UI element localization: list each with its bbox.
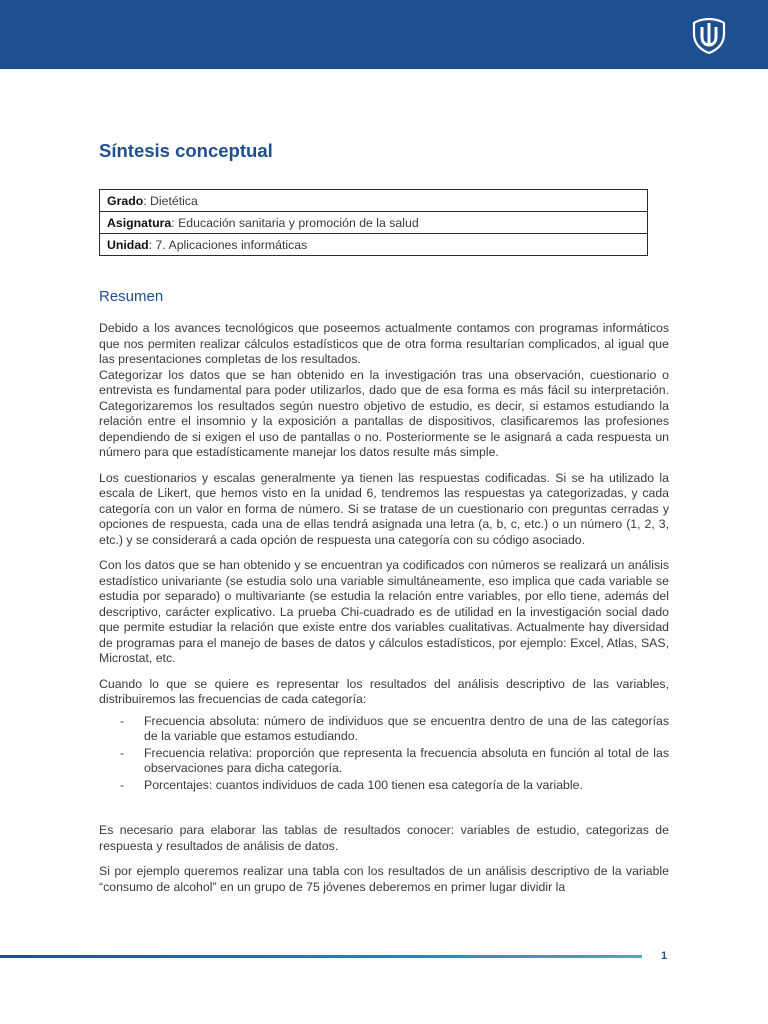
footer-divider xyxy=(0,955,642,958)
info-label: Unidad xyxy=(107,237,149,252)
paragraph: Categorizar los datos que se han obtenido en la investigación tras una observación, cuestionario o entrevista es fundamental para poder utilizarlos, dado que de esa forma es más fácil su interpretación. Categorizaremos los resultados según nuestro objetivo de estudio, es decir, si estamos estudiando la relación entre el insomnio y la exposición a pantallas de dispositivos, clasificaremos las profesiones dependiendo de si exigen el uso de pantallas o no. Posteriormente se le asignará a cada respuesta un número para que estadísticamente manejar los datos resulte más simple. xyxy=(99,367,669,459)
info-label: Grado xyxy=(107,193,144,208)
info-value: : Dietética xyxy=(143,193,198,208)
info-row-grado xyxy=(100,190,648,212)
info-value: : Educación sanitaria y promoción de la salud xyxy=(171,215,419,230)
list-marker: - xyxy=(120,777,125,792)
paragraph: Si por ejemplo queremos realizar una tabla con los resultados de un análisis descriptivo de la variable “consumo de alcohol” en un grupo de 75 jóvenes deberemos en primer lugar dividir la xyxy=(99,864,669,894)
subject-info-table xyxy=(99,189,648,256)
header-bar xyxy=(0,0,768,69)
list-marker: - xyxy=(120,745,125,760)
summary-content xyxy=(99,321,669,905)
frequency-list xyxy=(99,714,669,794)
info-value: : 7. Aplicaciones informáticas xyxy=(148,237,308,252)
info-row-unidad xyxy=(100,234,648,256)
paragraph: Cuando lo que se quiere es representar los resultados del análisis descriptivo de las variables, distribuiremos las frecuencias de cada categoría: xyxy=(99,676,669,706)
info-label: Asignatura xyxy=(107,215,172,230)
shield-u-logo-icon xyxy=(692,18,726,54)
list-marker: - xyxy=(120,713,125,728)
paragraph: Debido a los avances tecnológicos que poseemos actualmente contamos con programas informáticos que nos permiten realizar cálculos estadísticos que de otra forma resultarían complicados, al igual que las presentaciones completas de los resultados. xyxy=(99,321,669,366)
list-item: - Porcentajes: cuantos individuos de cada 100 tienen esa categoría de la variable. xyxy=(120,777,583,792)
paragraph: Los cuestionarios y escalas generalmente ya tienen las respuestas codificadas. Si se ha utilizado la escala de Likert, que hemos visto en la unidad 6, tendremos las respuestas ya categorizadas, y cada categoría con un valor en forma de número. Si se tratase de un cuestionario con preguntas cerradas y opciones de respuesta, cada una de ellas tendrá asignada una letra (a, b, c, etc.) o un número (1, 2, 3, etc.) y se considerará a cada opción de respuesta una categoría con su código asociado. xyxy=(99,470,669,547)
list-item: - Frecuencia absoluta: número de individuos que se encuentra dentro de una de las categorías de la variable que estamos estudiando. xyxy=(120,713,669,743)
info-row-asignatura xyxy=(100,212,648,234)
paragraph: Es necesario para elaborar las tablas de resultados conocer: variables de estudio, categorizas de respuesta y resultados de análisis de datos. xyxy=(99,823,669,853)
list-item: - Frecuencia relativa: proporción que representa la frecuencia absoluta en función al total de las observaciones para dicha categoría. xyxy=(120,745,669,775)
page-title: Síntesis conceptual xyxy=(99,140,273,161)
page-number: 1 xyxy=(661,950,668,962)
paragraph: Con los datos que se han obtenido y se encuentran ya codificados con números se realizará un análisis estadístico univariante (se estudia solo una variable simultáneamente, eso implica que cada variable se estudia por separado) o multivariante (se estudia la relación entre variables, por ello tiene, además del descriptivo, carácter explicativo. La prueba Chi-cuadrado es de utilidad en la investigación social dado que permite estudiar la relación que existe entre dos variables cualitativas. Actualmente hay diversidad de programas para el manejo de bases de datos y cálculos estadísticos, por ejemplo: Excel, Atlas, SAS, Microstat, etc. xyxy=(99,558,669,665)
section-title: Resumen xyxy=(99,288,164,305)
